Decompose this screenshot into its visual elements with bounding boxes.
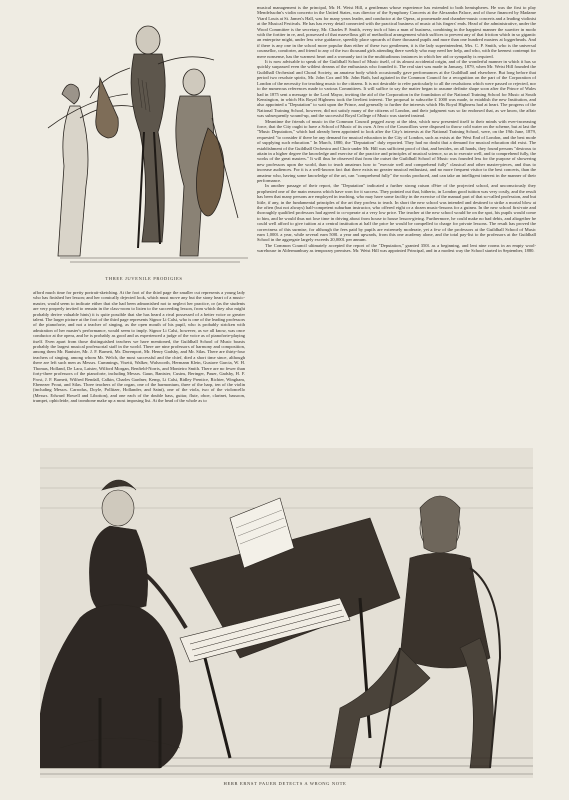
paragraph: afford much time for pretty portrait-sketching. At the foot of the third page the smaller cut represents a young lady who has finished her lesson; and her comically dejected look, which must move any but the stony heart of a music-master, would seem to indicate either that she had been admonished not to neglect her practice, or (as the students are very properly invited to remain in the class-room to listen to the succeeding lesson, from which they also might probably derive valuable hints) it is quite possible that she has heard a rival possessed of a better voice or greater talent. The larger picture at the foot of the third page represents Signor Li Calsi, who is one of the leading professors of the pianoforte, and not a teacher of singing, as the open mouth of his pupil, who is probably stricken with admiration of her master's performance, would seem to imply. Signor Li Calsi, however, as we all know, was once conductor at the opera, and he is probably as good and as experienced a judge of the voice as of pianoforte-playing itself. Even apart from those distinguished teachers we have mentioned, the Guildhall School of Music boasts probably the largest musical professorial staff in the world. There are nine professors of harmony and composition, among them Mr. Banister, Mr. J. F. Barnett, Mr. Davenport, Mr. Henry Gadsby, and Mr. Silas. There are thirty-four teachers of singing, among whom Mr. Welch, the most successful and the chief, died a short time since, although there are left such men as Messrs. Cummings, Visetti, Walker, Walsworth, Hermann Klein, Gustave Garcia, W. H. Thomas, Holland, De Lara, Laister, Wilford Morgan, Benfield-Norris, and Monteiro Smith. There are no fewer than forty-three professors of the pianoforte, including Messrs. Gaun, Banister, Cusins, Beringer, Pauer, Gadsby, H. F. Frost, J. F. Barnett, Wilfred Bendall, Calkin, Charles Gardner, Kemp, Li Calsi, Ridley Prentice, Richter, Wingham, Ebenezer Prout, and Silas. Three teachers of the organ, one of the harmonium, three of the harp, ten of the violin (including Messrs. Carrodus, Doyle, Pollitzer, Hollander, and Saint), one of the viola, two of the violoncello (Messrs. Edward Howell and Libotton), and one each of the double bass, guitar, flute, oboe, clarinet, bassoon, trumpet, ophicleide, and trombone make up a most imposing list. At the head of the whole as to xyxy=(33,290,245,404)
paragraph: The Common Council ultimately accepted the report of the "Deputation," granted 350l. as a beginning, and lent nine rooms in an empty wool-warehouse in Aldermanbury as temporary premises. Mr. Weist Hill was appointed Principal, and in a modest way the School started in September, 1880. xyxy=(257,242,536,254)
article-text-left-column xyxy=(33,290,245,447)
paragraph: It is now advisable to speak of the Guildhall School of Music itself, of its almost accidental origin, and of the wonderful manner in which it has so quickly surpassed even the wildest dreams of the enthusiasts who founded it. The real start was made in January, 1879, when Mr. Weist Hill founded the Guildhall Orchestral and Choral Society, an amateur body which occasionally gave performances at the Guildhall and elsewhere. But long before that period two resolute spirits, Mr. John Cox and Mr. John Bath, had agitated in the Common Council for a recognition on the part of the Corporation of London of the necessity for teaching music to the citizens. It is not desirable to refer particularly to all the resolutions which were passed or rejected, nor to the numerous references made to various Committees. It will suffice to say the matter began to assume definite shape soon after the Prince of Wales had in 1875 sent a message to the Lord Mayor, inviting the aid of the Corporation in the foundation of the National Training School for Music at South Kensington, in which His Royal Highness took the liveliest interest. The proposal to subscribe £ 1000 was made, to establish the new Institution, and also appointed a "Deputation" to wait upon the Prince, and generally to further the interests which His Royal Highness had at heart. The progress of the National Training School, however, did not satisfy many of the citizens of London, and their judgment was so far endorsed that, as we know, the affair was subsequently wound-up, and the successful Royal College of Music was started instead. xyxy=(257,59,536,119)
top-illustration-caption: THREE JUVENILE PRODIGIES xyxy=(105,276,183,281)
paragraph: musical management is the principal, Mr. H. Weist Hill, a gentleman whose experience has extended to both hemispheres. He was the first to play Mendelssohn's violin concerto in the United States, was director of the Symphony Concerts at the Alexandra Palace, and of those financed by Madame Viard Louis at St. James's Hall, was for many years leader, and conductor at the Opera, at promenade and chamber-music concerts and a leading violinist at the Musical Festivals. He has has every detail connected with the practical business of music at his fingers' ends. Head of the administrative, under the Wood Committee is the secretary, Mr. Charles P. Smith, every inch of him a man of business, combining in the happiest manner the suaviter in modo with the fortiter in re, and, possessed of that marvellous gift of methodical arrangement which suffices to prevent any of that friction which in so gigantic an enterprise might, under less wise guidance, speedily place upwards of three thousand pupils and more than one hundred masters at loggerheads. And if there is any one in the school more popular than either of these two gentlemen, it is the lady superintendent, Mrs. C. P. Smith, who is the universal counsellor, comforter, and friend to any of the two thousand girls attending there weekly who may need her help, and who, with the keenest contempt for mere nonsense, has the warmest heart and a womanly tact in the multitudinous instances in which her aid or sympathy is required. xyxy=(257,5,536,59)
article-text-right-column xyxy=(257,5,536,444)
paragraph: Meantime the friends of music in the Common Council pegged away at the idea, which now presented itself to their minds with ever-increasing force, that the City ought to have a School of Music of its own. A few of the Councillors were disposed to throw cold water on the scheme, but at last the "Music Deputation," which had already been appointed to look after the City's interests at the National Training School, were, on the 19th June, 1879, requested "to consider if there be any demand for musical education in the City of London, such as exists at the West End of London, and the best mode of supplying such education." In March, 1880, the "Deputation" duly reported. They had no doubt that a demand for musical education did exist. The establishment of the Guildhall Orchestra and Choir under Mr. Hill was sufficient proof of that, and besides, on all hands, they found persons "desirous to attain in a higher degree the knowledge and exercise of the practice and principles of musical science, so as to execute well, and to comprehend fully, the works of the great masters." It will thus be observed that from the outset the Guildhall School of Music was founded less for the purpose of showering new professors upon the world, than to teach amateurs how to "execute well and comprehend fully" classical and other master-pieces, and thus to increase audiences. For it is a well-known fact that there exists no greater musical enthusiast, and no more frequent visitor to the best concerts, than the amateur who, having some knowledge of the art, can "comprehend fully" the works produced, and can take an intelligent interest in the manner of their performance. xyxy=(257,118,536,183)
paragraph: In another passage of their report, the "Deputation" indicated a further strong raison d'être of the projected school, and unconsciously they prophesied one of the main reasons which have won for it success. They pointed out that, hitherto, in London good tuition was very costly, and the result has been that many persons are employed in teaching, who may have some facility in the exercise of the manual part of that so-called profession, and but little, if any, in the fundamental principles of the art they profess to teach. In short the new school was intended and destined to strike a mortal blow at the often (but not always) half-competent suburban instructor, who offered eight or a dozen music-lessons for a guinea. In the new school first-rate and thoroughly qualified professors had agreed to co-operate at a very low price. The teacher at the new school would be on the spot, his pupils would come to him, and he would thus not lose time in driving about from house to house lesson-giving. Furthermore, he could make no bad debts, and altogether he could well afford to give tuition at a central institution at half the price he would be compelled to charge for private lessons. The result has proved the correctness of this surmise, for although the fees paid by pupils are extremely moderate, yet a few of the professors at the Guildhall School of Music earn 1,000l. a year, while several earn 500l. a year and upwards, from this one academy alone, and the total pay-list to the professors at the Guildhall School in the aggregate largely exceeds 20,000l. per annum. xyxy=(257,183,536,243)
three-juvenile-prodigies-illustration xyxy=(40,8,248,273)
bottom-illustration-caption: HERR ERNST PAUER DETECTS A WRONG NOTE xyxy=(223,781,347,786)
piano-lesson-illustration xyxy=(40,448,533,778)
